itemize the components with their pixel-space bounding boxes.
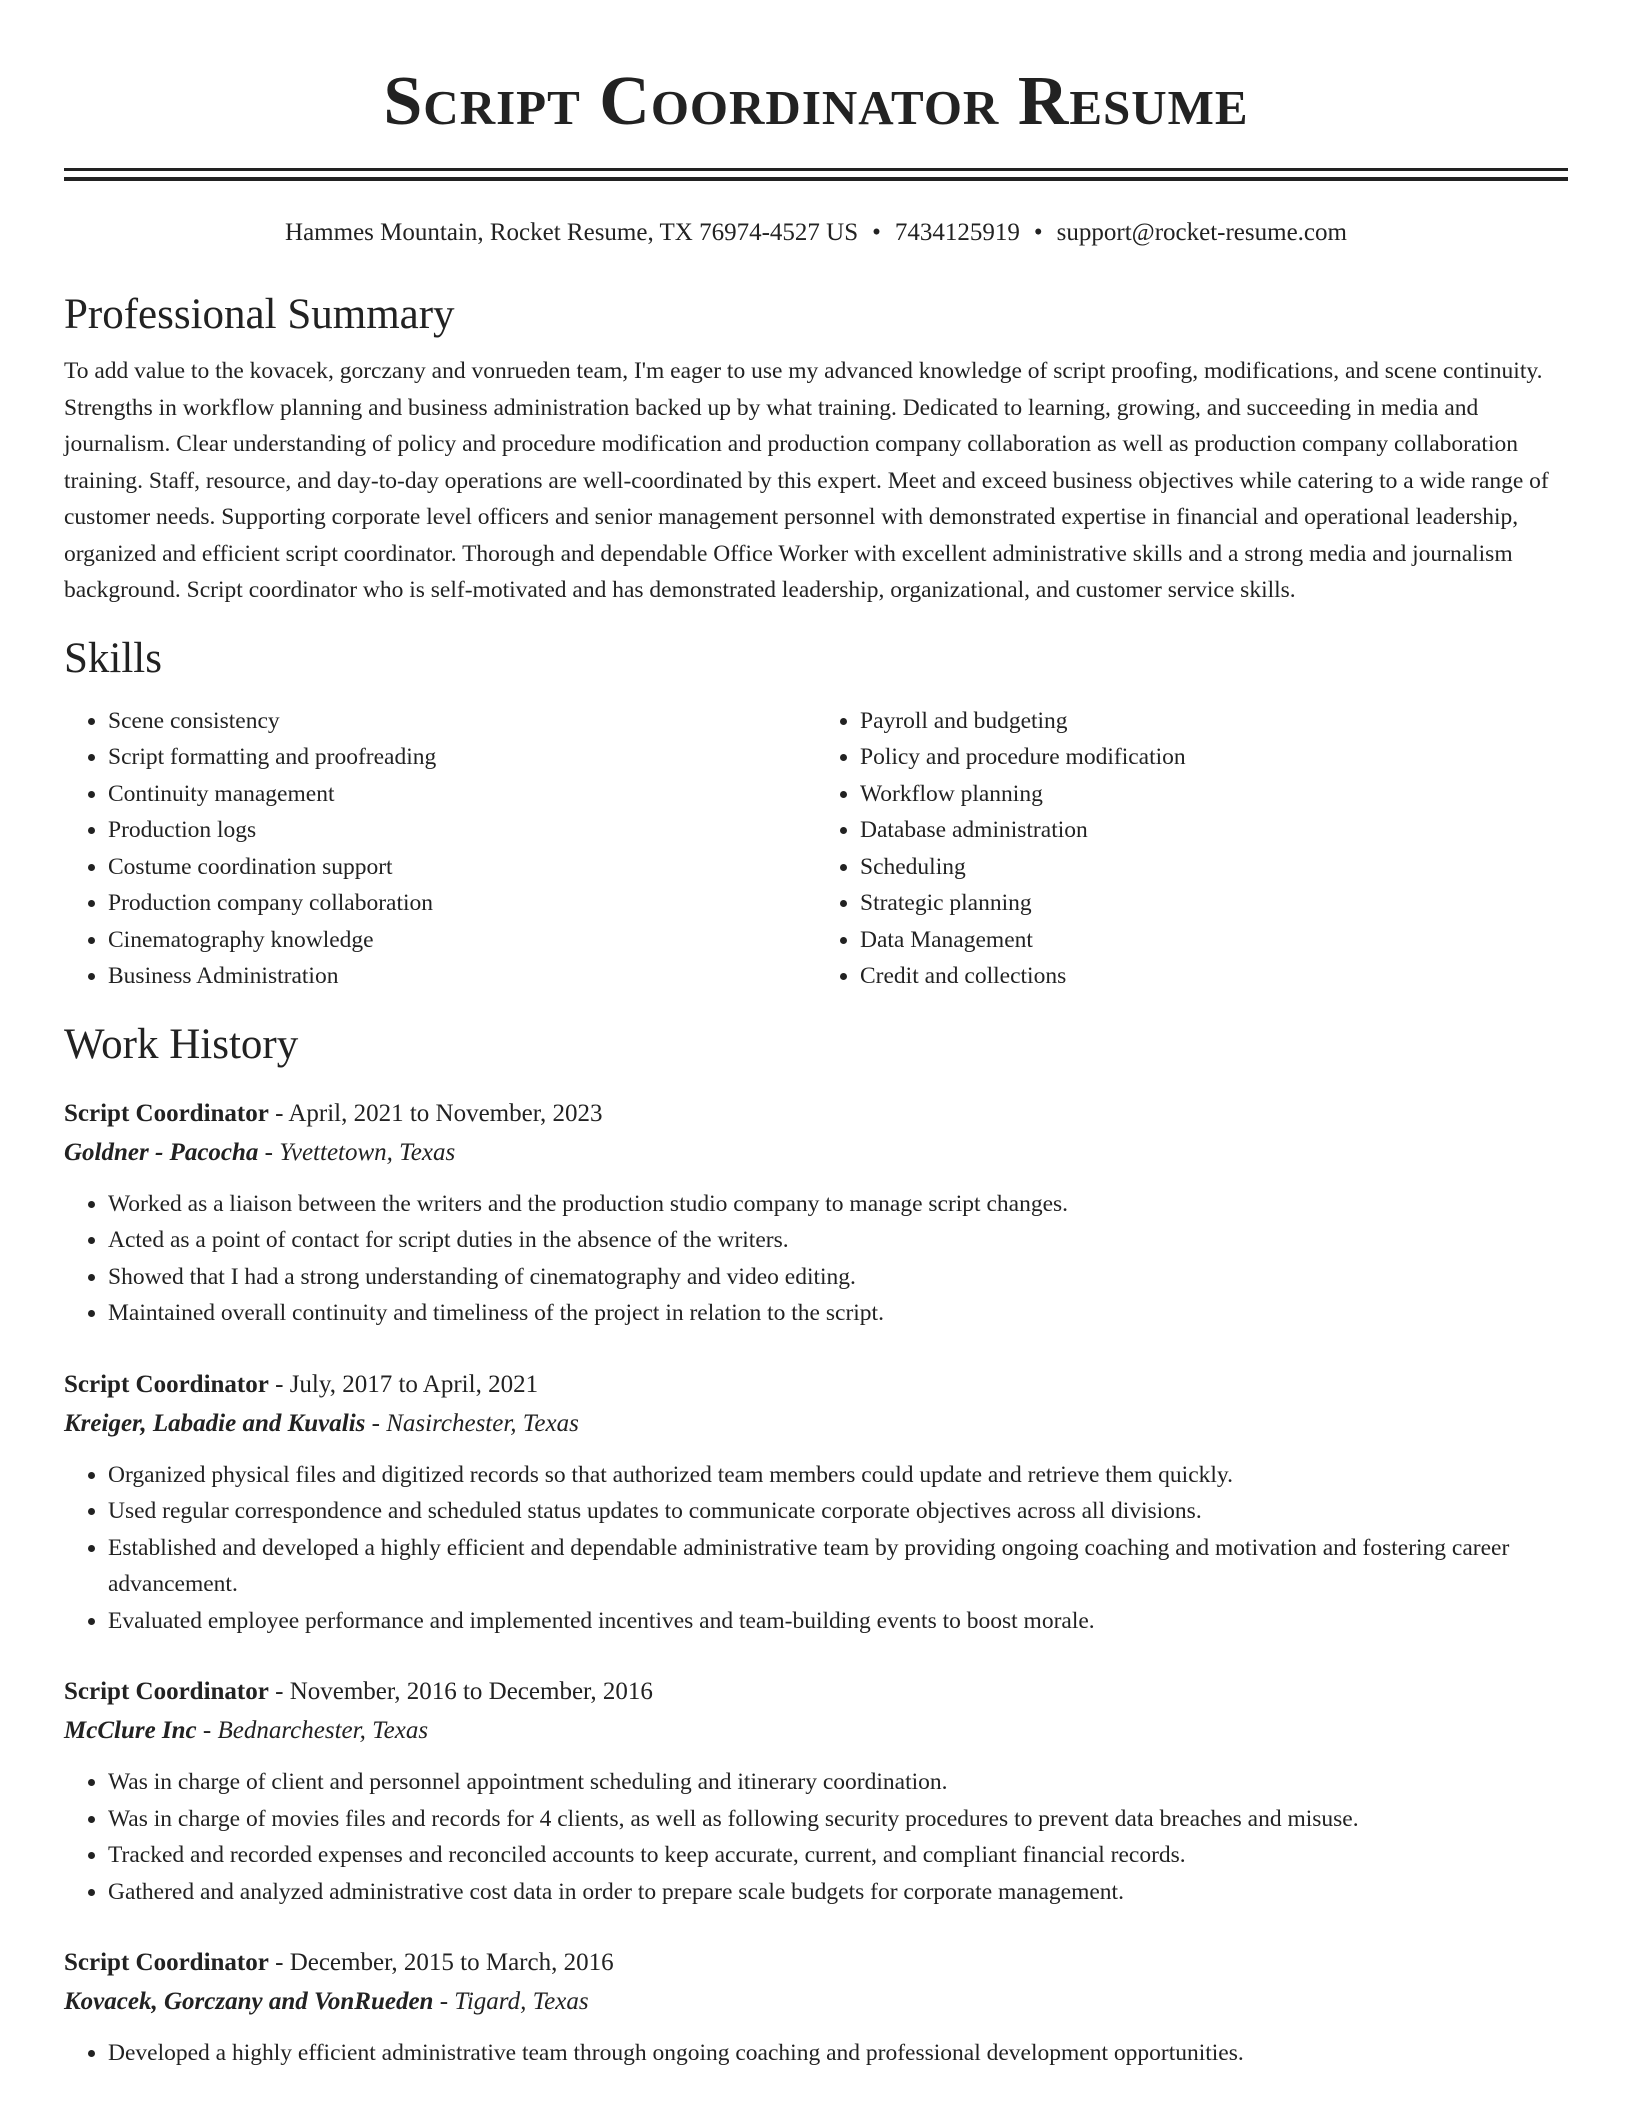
skill-item: • Costume coordination support (108, 849, 816, 886)
job-location: Nasirchester, Texas (386, 1409, 579, 1437)
skill-item: • Scheduling (860, 849, 1568, 886)
job-title: Script Coordinator (64, 1370, 269, 1398)
job-bullet: • Organized physical files and digitized records so that authorized team members could update and retrieve them quickly. (108, 1457, 1568, 1494)
job-location: Bednarchester, Texas (217, 1717, 429, 1744)
work-history-heading: Work History (64, 1020, 299, 1068)
job-dash: - (268, 1949, 290, 1976)
skill-item: • Cinematography knowledge (108, 922, 816, 959)
job-bullet: • Worked as a liaison between the writers and the production studio company to manage script changes. (108, 1186, 1568, 1223)
skills-list-right (816, 703, 1568, 995)
job-dates: November, 2016 to December, 2016 (289, 1678, 653, 1705)
skill-item: • Payroll and budgeting (860, 703, 1568, 740)
job-title: Script Coordinator (64, 1099, 269, 1127)
skill-item: • Data Management (860, 922, 1568, 959)
summary-section (64, 289, 1568, 609)
job-company: Kreiger, Labadie and Kuvalis (64, 1409, 366, 1437)
contact-line (64, 217, 1568, 249)
job-title-line (64, 1944, 1568, 1982)
skill-item: • Script formatting and proofreading (108, 739, 816, 776)
resume-title: Script Coordinator Resume (383, 63, 1249, 140)
job-title-line (64, 1095, 1568, 1133)
job-bullets (64, 1186, 1568, 1332)
skill-item: • Policy and procedure modification (860, 739, 1568, 776)
title-divider-bottom (64, 177, 1568, 181)
job-bullet: • Was in charge of movies files and records for 4 clients, as well as following security procedures to prevent data breaches and misuse. (108, 1801, 1568, 1838)
skill-item: • Scene consistency (108, 703, 816, 740)
job-entry (64, 1095, 1568, 1332)
skill-item: • Business Administration (108, 958, 816, 995)
summary-text: To add value to the kovacek, gorczany and vonrueden team, I'm eager to use my advanced knowledge of script proofing, modifications, and scene continuity. Strengths in workflow planning and business administration backed up by what training. Dedicated to learning, growing, and succeeding in media and journalism. Clear understanding of policy and procedure modification and production company collaboration as well as production company collaboration training. Staff, resource, and day-to-day operations are well-coordinated by this expert. Meet and exceed business objectives while catering to a wide range of customer needs. Supporting corporate level officers and senior management personnel with demonstrated expertise in financial and operational leadership, organized and efficient script coordinator. Thorough and dependable Office Worker with excellent administrative skills and a strong media and journalism background. Script coordinator who is self-motivated and has demonstrated leadership, organizational, and customer service skills. (64, 358, 1549, 603)
job-dates: December, 2015 to March, 2016 (289, 1949, 614, 1976)
job-dates: July, 2017 to April, 2021 (289, 1370, 539, 1398)
job-company-line (64, 1134, 1568, 1172)
job-entry (64, 1944, 1568, 2072)
contact-separator: • (872, 219, 881, 246)
job-location: Tigard, Texas (454, 1988, 589, 2015)
job-company-line (64, 1983, 1568, 2021)
job-bullet: • Evaluated employee performance and implemented incentives and team-building events to boost morale. (108, 1603, 1568, 1640)
job-company: McClure Inc (64, 1717, 197, 1744)
job-dash: - (433, 1988, 455, 2015)
job-dash: - (268, 1099, 289, 1127)
job-company: Goldner - Pacocha (64, 1138, 259, 1166)
job-dash: - (365, 1409, 387, 1437)
job-bullet: • Showed that I had a strong understanding of cinematography and video editing. (108, 1259, 1568, 1296)
skill-item: • Database administration (860, 812, 1568, 849)
job-title: Script Coordinator (64, 1678, 269, 1705)
job-bullet: • Tracked and recorded expenses and reconciled accounts to keep accurate, current, and compliant financial records. (108, 1837, 1568, 1874)
skills-list-left (64, 703, 816, 995)
skill-item: • Continuity management (108, 776, 816, 813)
job-title-line (64, 1673, 1568, 1711)
job-bullet: • Established and developed a highly efficient and dependable administrative team by providing ongoing coaching and motivation and fostering career advancement. (108, 1530, 1568, 1603)
work-history-section (64, 1019, 1568, 2072)
job-bullets (64, 2035, 1568, 2072)
title-divider-top (64, 168, 1568, 171)
job-entry (64, 1673, 1568, 1910)
job-bullets (64, 1457, 1568, 1640)
job-dates: April, 2021 to November, 2023 (288, 1099, 603, 1127)
job-bullet: • Acted as a point of contact for script duties in the absence of the writers. (108, 1222, 1568, 1259)
contact-separator: • (1033, 219, 1043, 246)
job-company: Kovacek, Gorczany and VonRueden (64, 1988, 434, 2015)
skill-item: • Production logs (108, 812, 816, 849)
job-bullet: • Used regular correspondence and scheduled status updates to communicate corporate objectives across all divisions. (108, 1493, 1568, 1530)
skill-item: • Strategic planning (860, 885, 1568, 922)
skill-item: • Production company collaboration (108, 885, 816, 922)
job-title-line (64, 1366, 1568, 1404)
job-title: Script Coordinator (64, 1949, 269, 1976)
job-bullet: • Was in charge of client and personnel appointment scheduling and itinerary coordination. (108, 1764, 1568, 1801)
summary-heading: Professional Summary (64, 291, 455, 338)
job-company-line (64, 1405, 1568, 1443)
job-dash: - (258, 1138, 280, 1166)
job-dash: - (268, 1370, 290, 1398)
skills-heading: Skills (64, 634, 162, 682)
skills-section (64, 633, 1568, 995)
contact-address: Hammes Mountain, Rocket Resume, TX 76974-4527 US (285, 219, 859, 246)
skill-item: • Credit and collections (860, 958, 1568, 995)
contact-phone: 7434125919 (894, 219, 1020, 246)
job-bullet: • Maintained overall continuity and timeliness of the project in relation to the script. (108, 1295, 1568, 1332)
job-bullet: • Developed a highly efficient administrative team through ongoing coaching and professional development opportunities. (108, 2035, 1568, 2072)
skills-columns (64, 703, 1568, 995)
job-dash: - (268, 1678, 290, 1705)
contact-email: support@rocket-resume.com (1056, 219, 1347, 246)
job-company-line (64, 1712, 1568, 1750)
job-bullet: • Gathered and analyzed administrative cost data in order to prepare scale budgets for corporate management. (108, 1874, 1568, 1911)
job-dash: - (196, 1717, 218, 1744)
job-location: Yvettetown, Texas (279, 1138, 456, 1166)
skill-item: • Workflow planning (860, 776, 1568, 813)
job-entry (64, 1366, 1568, 1640)
job-bullets (64, 1764, 1568, 1910)
